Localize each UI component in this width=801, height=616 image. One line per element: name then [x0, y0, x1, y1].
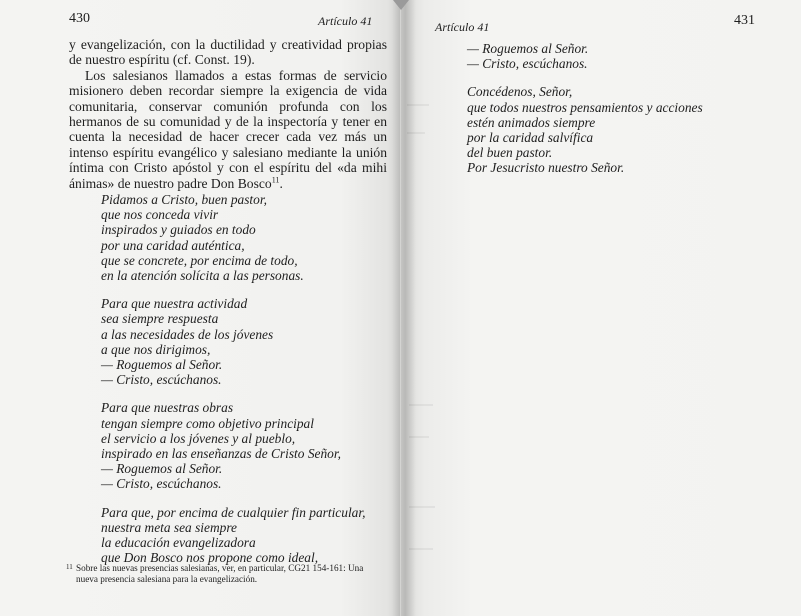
right-page [401, 0, 801, 616]
verse-line: que todos nuestros pensamientos y acciones [467, 99, 703, 115]
page-number: 430 [69, 11, 90, 26]
running-head: Artículo 41 [318, 14, 373, 28]
verse-line: Por Jesucristo nuestro Señor. [467, 160, 625, 176]
prayer-verses [101, 192, 365, 578]
petition [101, 296, 365, 387]
footnote-reference: 11 [271, 175, 280, 185]
petition-responses [467, 41, 703, 71]
verse-line: por la caridad salvífica [467, 130, 594, 146]
paragraph [69, 68, 387, 191]
paragraph-text: Los salesianos llamados a estas formas de servicio misionero deben recordar siempre la exigencia de vida comunitaria, conservar comunión profunda con los hermanos de su comunidad y de la inspectoría y tener en cuenta la necesidad de hacer crecer cada vez más un intenso espíritu evangélico y salesiano mediante la unión íntima con Cristo apóstol y con el espíritu del «da mihi ánimas» de nuestro padre Don Bosco [69, 67, 387, 191]
verse-line: — Roguemos al Señor. [101, 357, 223, 373]
verse-line: — Roguemos al Señor. [101, 461, 223, 477]
running-head: Artículo 41 [435, 20, 490, 34]
verse-line: tengan siempre como objetivo principal [101, 415, 314, 431]
verse-line: que nos conceda vivir [101, 207, 219, 223]
verse-line: estén animados siempre [467, 114, 596, 130]
verse-line: en la atención solícita a las personas. [101, 268, 304, 284]
verse-line: inspirado en las enseñanzas de Cristo Señor, [101, 446, 341, 462]
body-text [69, 37, 387, 191]
verse-line: Pidamos a Cristo, buen pastor, [101, 192, 267, 207]
verse-line: Para que nuestras obras [101, 400, 234, 416]
verse-line: que se concrete, por encima de todo, [101, 252, 298, 268]
verse-line: nuestra meta sea siempre [101, 519, 237, 535]
footnote [66, 563, 384, 585]
petition [101, 400, 365, 491]
verse-line: sea siempre respuesta [101, 311, 219, 327]
paragraph-end: . [279, 175, 283, 191]
book-gutter [392, 0, 416, 616]
verse-line: que Don Bosco nos propone como ideal, [101, 550, 319, 566]
verse-line: del buen pastor. [467, 145, 553, 161]
verse-line: por una caridad auténtica, [101, 237, 245, 253]
prayer-verses [467, 41, 703, 189]
verse-line: — Cristo, escúchanos. [467, 56, 588, 72]
verse-line: — Cristo, escúchanos. [101, 372, 222, 388]
verse-line: a las necesidades de los jóvenes [101, 326, 274, 342]
verse-line: Para que nuestra actividad [101, 296, 248, 312]
petition [101, 505, 365, 566]
footnote-text: Sobre las nuevas presencias salesianas, ver, en particular, CG21 154-161: Una nueva presencia salesiana para la evangelización. [76, 563, 364, 584]
verse-line: el servicio a los jóvenes y al pueblo, [101, 430, 296, 446]
closing-prayer [467, 84, 703, 175]
verse-line: Para que, por encima de cualquier fin particular, [101, 504, 366, 520]
paragraph: y evangelización, con la ductilidad y creatividad propias de nuestro espíritu (cf. Const. 19). [69, 37, 387, 68]
verse-line: inspirados y guiados en todo [101, 222, 256, 238]
verse-line: la educación evangelizadora [101, 535, 256, 551]
verse-line: — Roguemos al Señor. [467, 41, 589, 56]
page-number: 431 [734, 13, 755, 28]
verse-line: a que nos dirigimos, [101, 341, 211, 357]
verse-line: — Cristo, escúchanos. [101, 476, 222, 492]
left-page [0, 0, 400, 616]
verse-line: Concédenos, Señor, [467, 84, 573, 100]
footnote-mark: 11 [66, 563, 73, 571]
prayer-intro [101, 192, 365, 283]
